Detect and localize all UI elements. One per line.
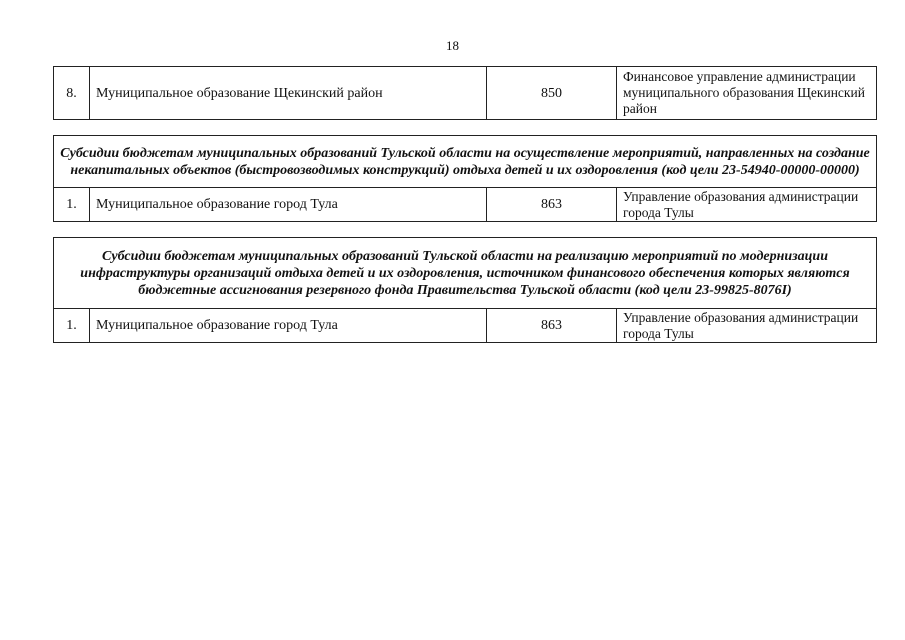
table-row	[54, 188, 877, 222]
municipality-name: Муниципальное образование Щекинский район	[90, 67, 487, 120]
table-row	[54, 309, 877, 343]
municipality-name: Муниципальное образование город Тула	[90, 309, 487, 343]
row-number: 1.	[54, 309, 90, 343]
section-title: Субсидии бюджетам муниципальных образований Тульской области на реализацию мероприятий по модернизации инфраструктуры организаций отдыха детей и их оздоровления, источником финансового обеспечения которых являются бюджетные ассигнования резервного фонда Правительства Тульской области (код цели 23-99825-8076I)	[54, 238, 877, 309]
section-header-row	[54, 238, 877, 309]
subsidy-table-section-1	[53, 135, 877, 222]
budget-code: 850	[487, 67, 617, 120]
responsible-organization: Управление образования администрации города Тулы	[617, 309, 877, 343]
row-number: 8.	[54, 67, 90, 120]
budget-code: 863	[487, 188, 617, 222]
table-row	[54, 67, 877, 120]
row-number: 1.	[54, 188, 90, 222]
municipality-name: Муниципальное образование город Тула	[90, 188, 487, 222]
section-header-row	[54, 136, 877, 188]
responsible-organization: Финансовое управление администрации муниципального образования Щекинский район	[617, 67, 877, 120]
page-number: 18	[446, 38, 459, 53]
responsible-organization: Управление образования администрации города Тулы	[617, 188, 877, 222]
section-title: Субсидии бюджетам муниципальных образований Тульской области на осуществление мероприятий, направленных на создание некапитальных объектов (быстровозводимых конструкций) отдыха детей и их оздоровления (код цели 23-54940-00000-00000)	[54, 136, 877, 188]
budget-code: 863	[487, 309, 617, 343]
subsidy-table-continued	[53, 66, 877, 120]
subsidy-table-section-2	[53, 237, 877, 343]
